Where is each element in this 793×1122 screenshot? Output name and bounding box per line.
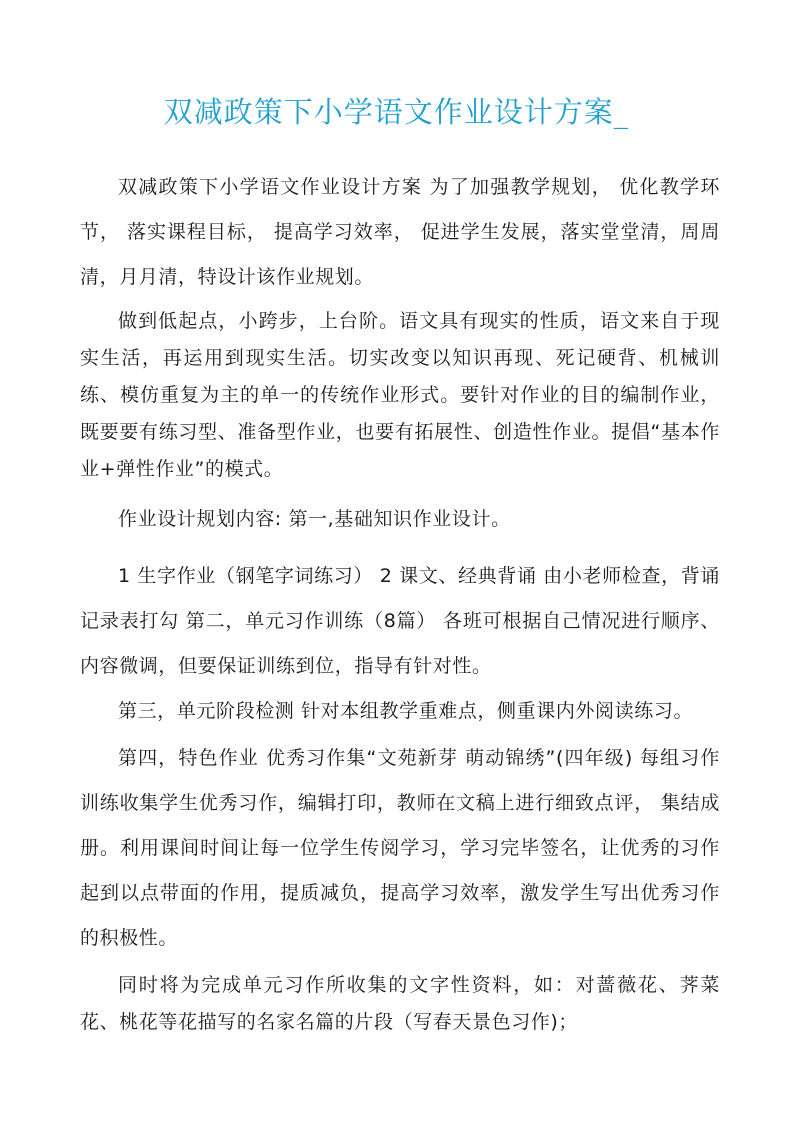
document-body [80,165,720,1041]
paragraph-special-homework: 第四，特色作业 优秀习作集“文苑新芽 萌动锦绣”(四年级) 每组习作训练收集学生优秀习作，编辑打印，教师在文稿上进行细致点评， 集结成册。利用课间时间让每一位学生传阅学习，学习完毕签名，让优秀的习作起到以点带面的作用，提质减负，提高学习效率，激发学生写出优秀习作的积极性。 [80,747,720,949]
paragraph-principles: 做到低起点，小跨步，上台阶。语文具有现实的性质，语文来自于现实生活，再运用到现实生活。切实改变以知识再现、死记硬背、机械训练、模仿重复为主的单一的传统作业形式。要针对作业的目的编制作业，既要要有练习型、准备型作业，也要有拓展性、创造性作业。提倡“基本作业+弹性作业”的模式。 [80,310,720,480]
paragraph-intro: 双减政策下小学语文作业设计方案 为了加强教学规划， 优化教学环节， 落实课程目标， 提高学习效率， 促进学生发展，落实堂堂清，周周清，月月清，特设计该作业规划。 [80,176,720,288]
document-title: 双减政策下小学语文作业设计方案_ [163,95,630,129]
paragraph-unit-test: 第三，单元阶段检测 针对本组教学重难点，侧重课内外阅读练习。 [118,700,694,722]
paragraph-materials: 同时将为完成单元习作所收集的文字性资料，如：对蔷薇花、荠菜花、桃花等花描写的名家名篇的片段（写春天景色习作)； [80,974,720,1033]
paragraph-plan-content: 作业设计规划内容: 第一,基础知识作业设计。 [118,508,511,530]
paragraph-basic-and-writing: 1 生字作业（钢笔字词练习） 2 课文、经典背诵 由小老师检查，背诵记录表打勾 第二，单元习作训练（8篇） 各班可根据自己情况进行顺序、内容微调，但要保证训练到位，指导有针对性。 [80,565,720,677]
